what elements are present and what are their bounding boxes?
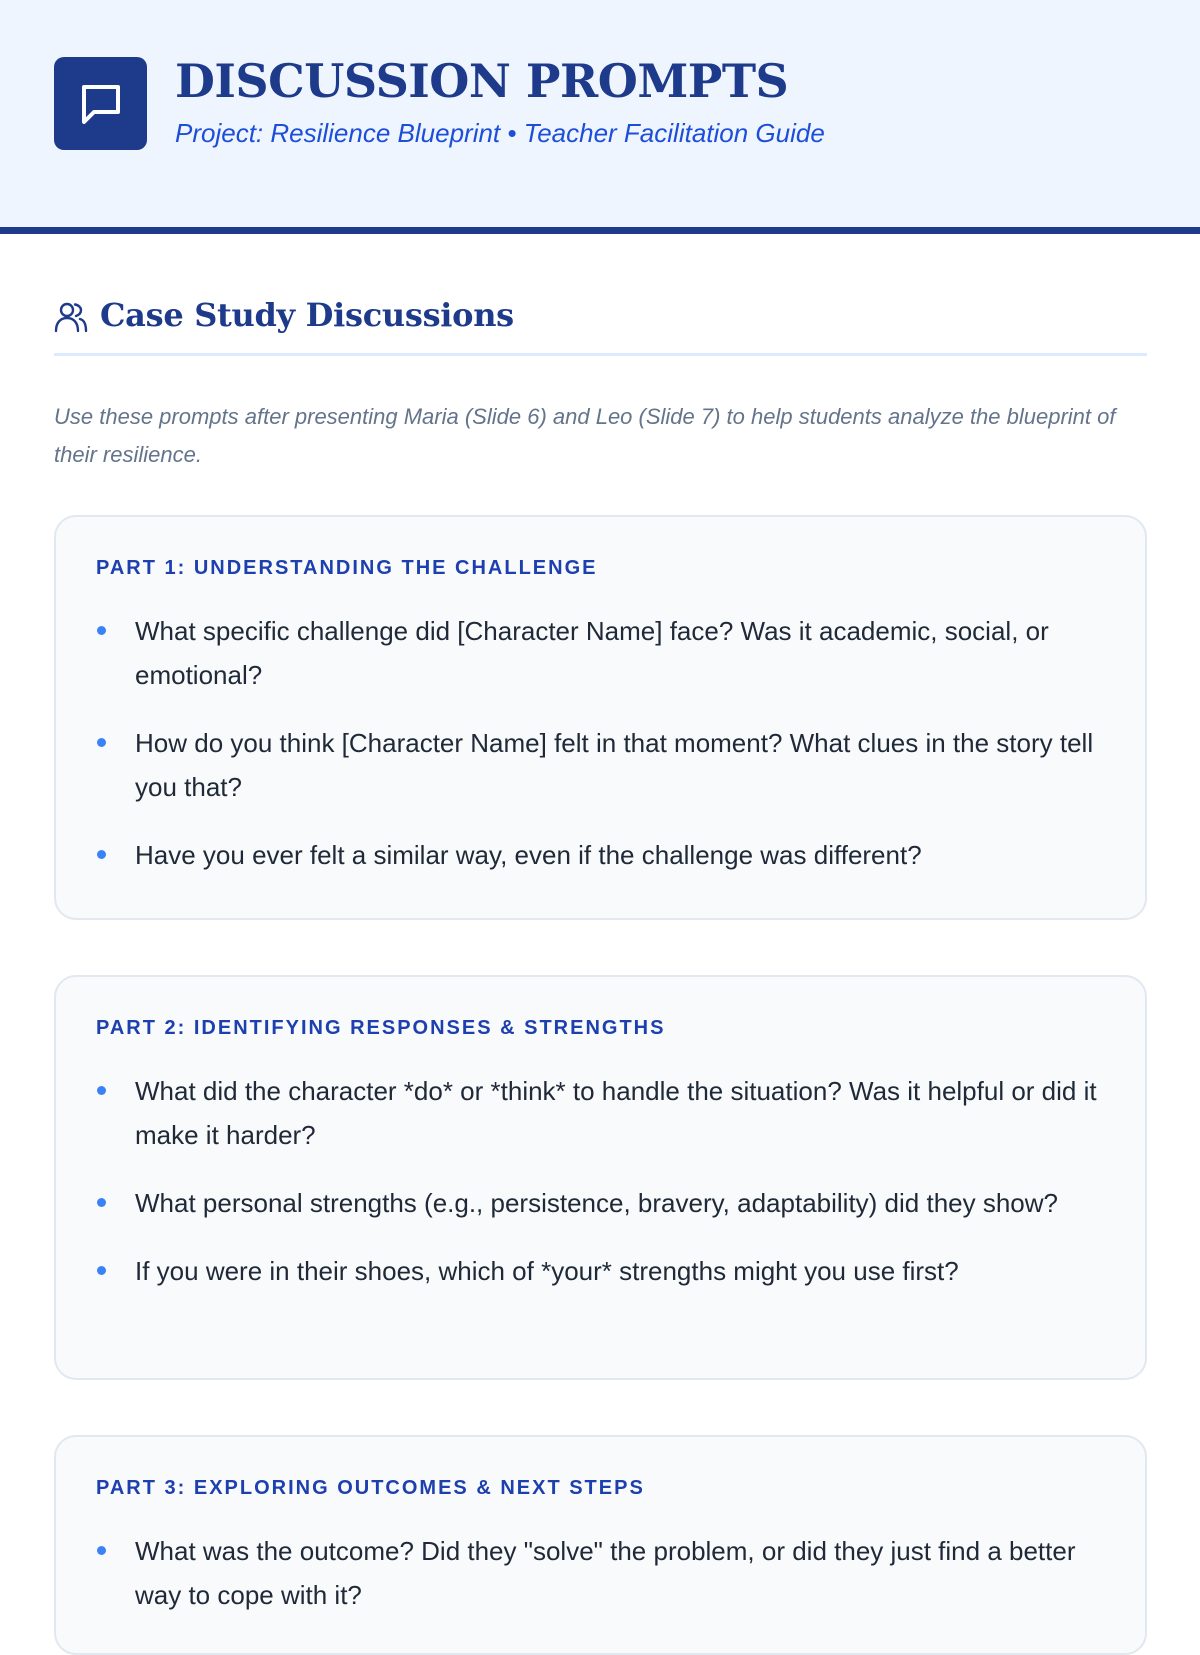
bullet-icon xyxy=(97,738,106,747)
section-title: Case Study Discussions xyxy=(100,296,514,334)
prompt-item xyxy=(96,609,1106,697)
prompt-item xyxy=(96,1069,1106,1157)
users-icon xyxy=(54,300,88,334)
bullet-icon xyxy=(97,626,106,635)
bullet-icon xyxy=(97,1198,106,1207)
prompt-list xyxy=(96,609,1106,901)
prompt-text: What did the character *do* or *think* to handle the situation? Was it helpful or did it make it harder? xyxy=(135,1076,1097,1150)
prompt-item xyxy=(96,1529,1106,1617)
part-card-1 xyxy=(54,515,1147,920)
part-title: PART 2: IDENTIFYING RESPONSES & STRENGTHS xyxy=(96,1017,666,1039)
prompt-item xyxy=(96,833,1106,877)
prompt-item xyxy=(96,721,1106,809)
bullet-icon xyxy=(97,1266,106,1275)
section-header xyxy=(54,296,1147,356)
prompt-list xyxy=(96,1069,1106,1317)
bullet-icon xyxy=(97,1546,106,1555)
page-header xyxy=(0,0,1200,234)
prompt-text: If you were in their shoes, which of *your* strengths might you use first? xyxy=(135,1256,959,1286)
page-subtitle: Project: Resilience Blueprint • Teacher Facilitation Guide xyxy=(175,118,825,148)
part-card-3 xyxy=(54,1435,1147,1655)
part-card-2 xyxy=(54,975,1147,1380)
part-title: PART 3: EXPLORING OUTCOMES & NEXT STEPS xyxy=(96,1477,645,1499)
prompt-item xyxy=(96,1181,1106,1225)
prompt-text: What specific challenge did [Character Name] face? Was it academic, social, or emotional? xyxy=(135,616,1049,690)
prompt-text: How do you think [Character Name] felt in that moment? What clues in the story tell you that? xyxy=(135,728,1094,802)
prompt-text: What personal strengths (e.g., persistence, bravery, adaptability) did they show? xyxy=(135,1188,1058,1218)
prompt-text: What was the outcome? Did they "solve" the problem, or did they just find a better way to cope with it? xyxy=(135,1536,1076,1610)
bullet-icon xyxy=(97,850,106,859)
chat-bubble-icon xyxy=(54,57,147,150)
prompt-list xyxy=(96,1529,1106,1641)
prompt-text: Have you ever felt a similar way, even if the challenge was different? xyxy=(135,840,922,870)
section-intro: Use these prompts after presenting Maria (Slide 6) and Leo (Slide 7) to help students analyze the blueprint of their resilience. xyxy=(54,404,1116,467)
page-title: DISCUSSION PROMPTS xyxy=(175,54,789,108)
bullet-icon xyxy=(97,1086,106,1095)
prompt-item xyxy=(96,1249,1106,1293)
part-title: PART 1: UNDERSTANDING THE CHALLENGE xyxy=(96,557,598,579)
